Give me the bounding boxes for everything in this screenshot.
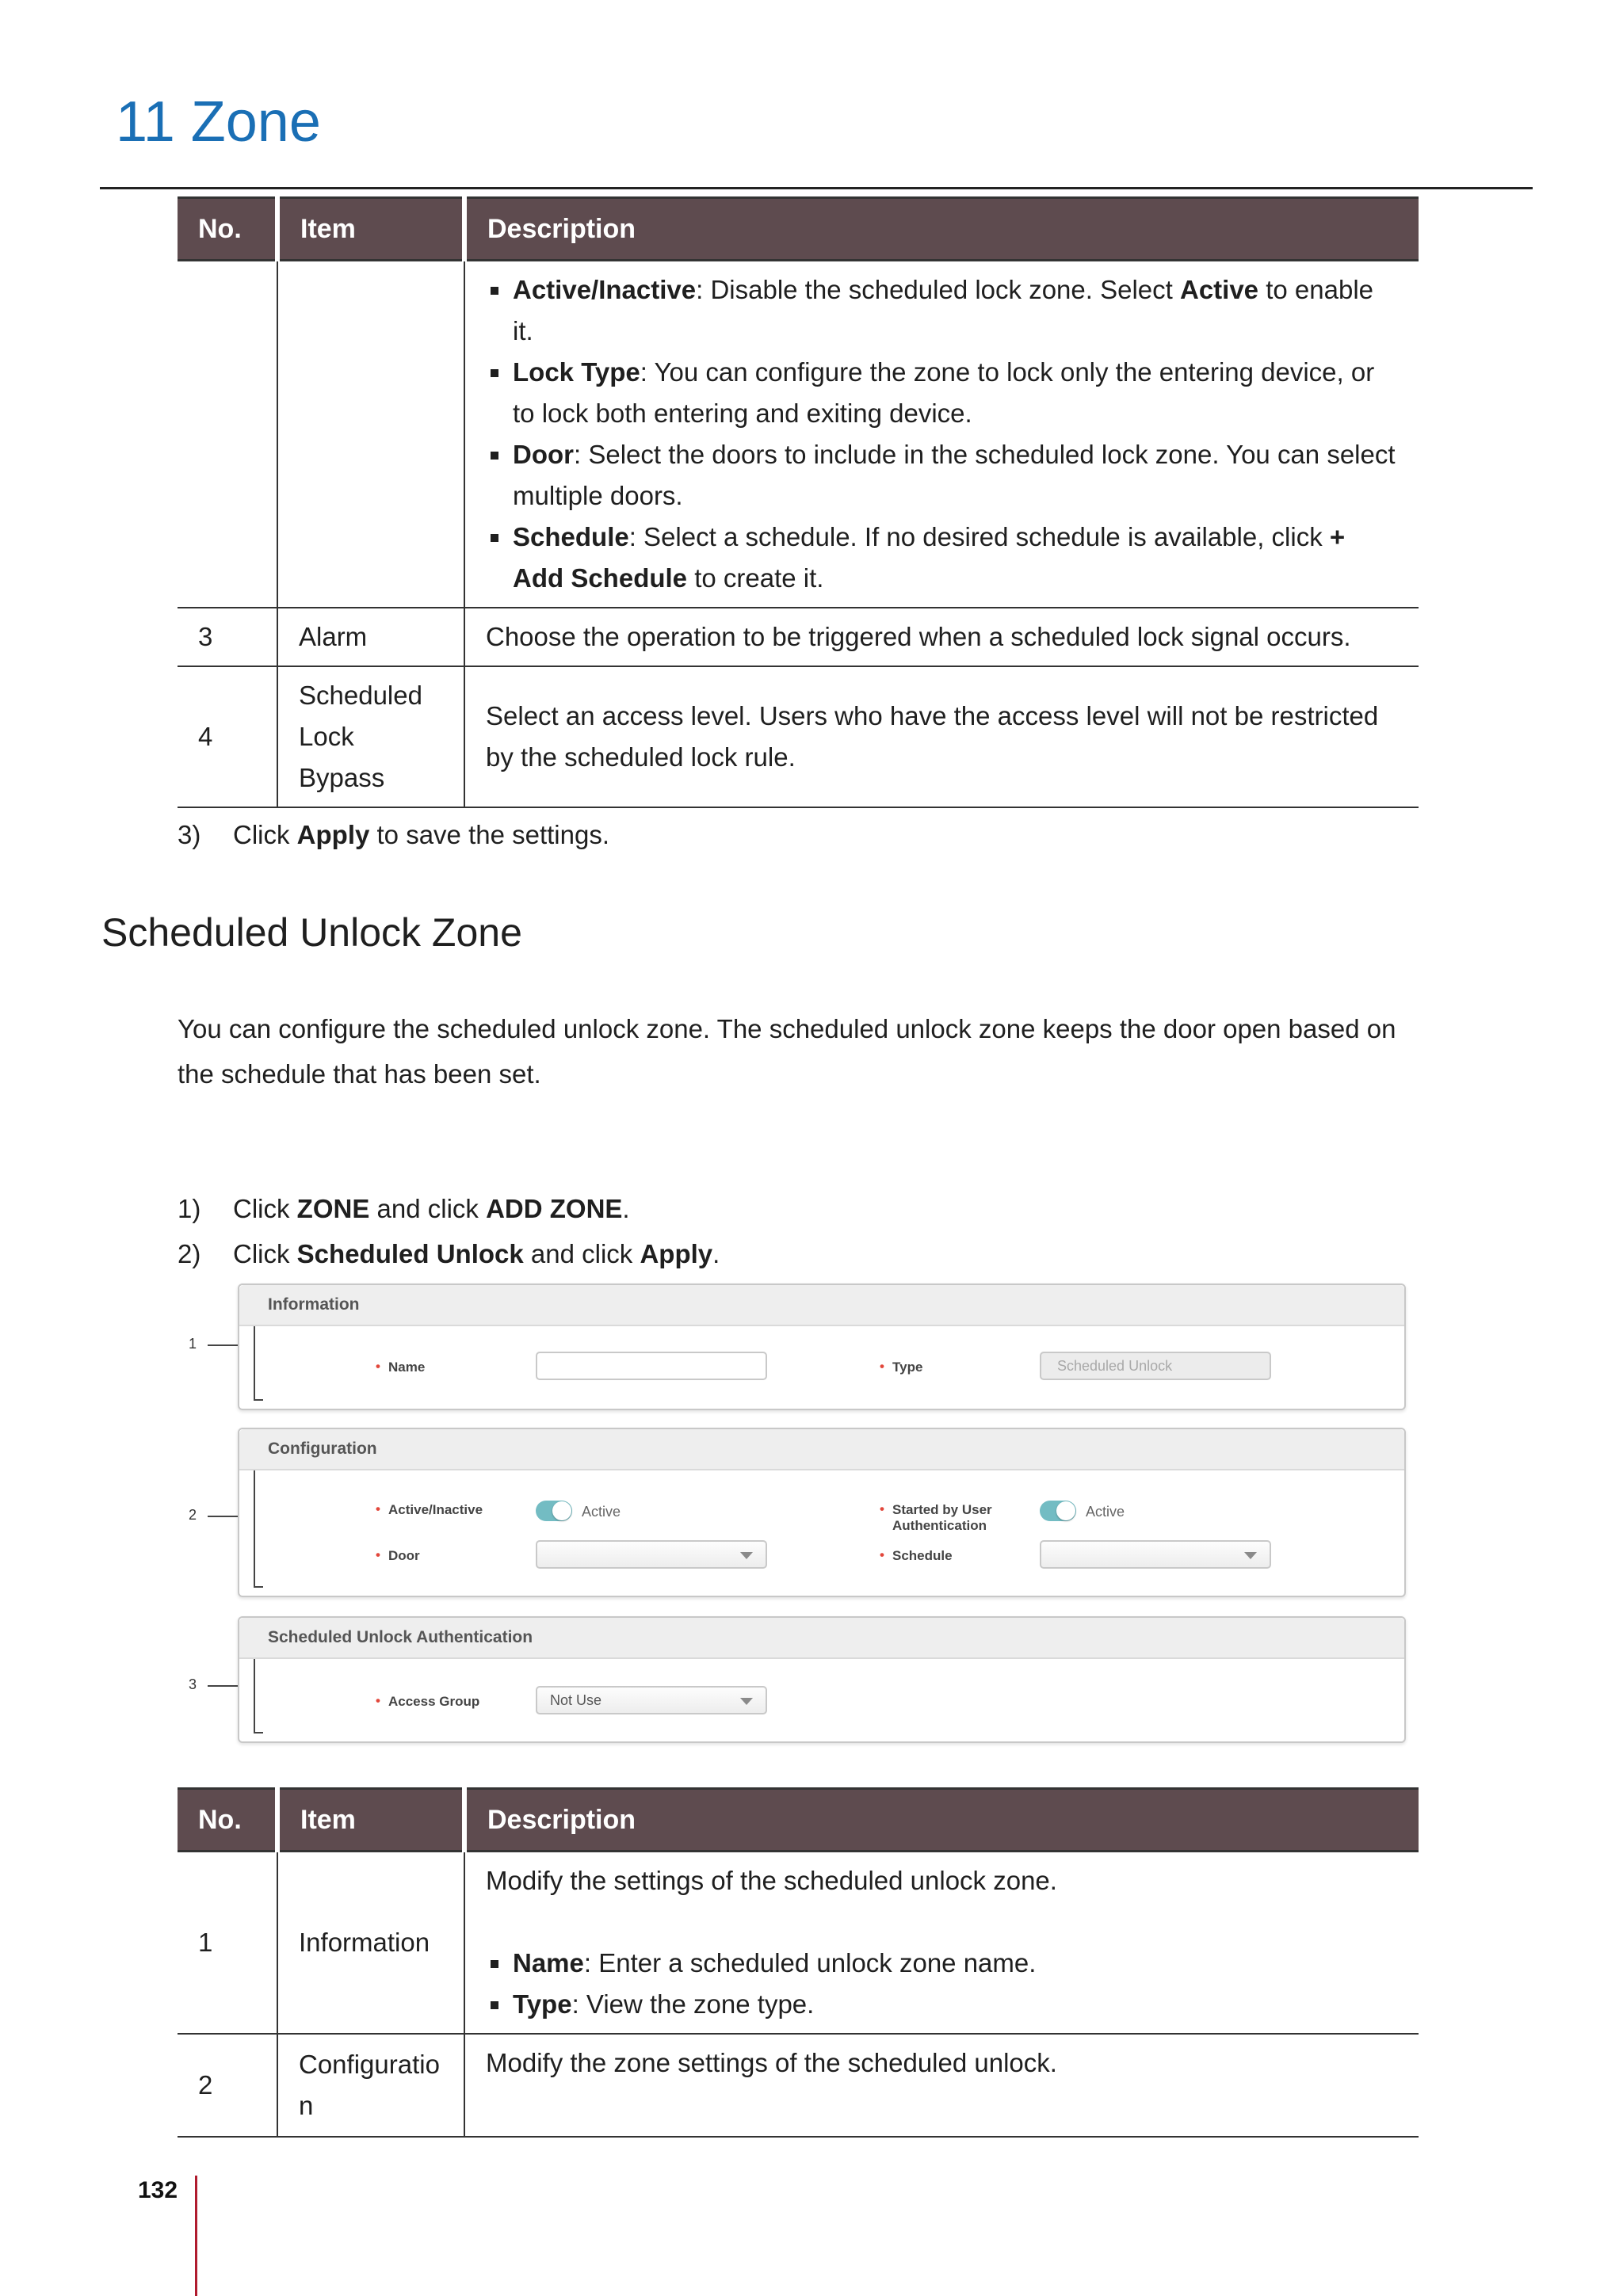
callout-3: 3 — [189, 1676, 197, 1692]
table-header-row — [178, 198, 1419, 261]
schedule-label: • Schedule — [892, 1548, 953, 1564]
table-row — [178, 666, 1419, 807]
list-item: Lock Type: You can configure the zone to lock only the entering device, or to lock both entering and exiting device. — [486, 352, 1398, 434]
table-row — [178, 1852, 1419, 2035]
cell-no: 3 — [178, 608, 277, 666]
cell-description — [464, 261, 1419, 608]
list-item: Door: Select the doors to include in the scheduled lock zone. You can select multiple doors. — [486, 434, 1398, 517]
step-2: 2) Click Scheduled Unlock and click Apply. — [178, 1239, 720, 1268]
description-table-2 — [178, 1787, 1419, 2138]
started-by-user-auth-label: • Started by User Authentication — [892, 1502, 1003, 1534]
header-item: Item — [277, 198, 464, 261]
callout-2: 2 — [189, 1507, 197, 1523]
table-row — [178, 608, 1419, 666]
cell-item — [277, 261, 464, 608]
cell-item: Scheduled Lock Bypass — [277, 666, 464, 807]
step-1: 1) Click ZONE and click ADD ZONE. — [178, 1194, 630, 1223]
section-intro: You can configure the scheduled unlock zone. The scheduled unlock zone keeps the door open based on the schedule that has been set. — [178, 1014, 1396, 1089]
scheduled-unlock-authentication-panel — [238, 1616, 1406, 1743]
panel-header: Configuration — [239, 1429, 1404, 1470]
header-description: Description — [464, 198, 1419, 261]
cell-item: Information — [277, 1852, 464, 2035]
information-panel — [238, 1283, 1406, 1410]
table-row — [178, 2034, 1419, 2137]
active-inactive-label: • Active/Inactive — [388, 1502, 483, 1518]
chevron-down-icon — [1244, 1552, 1257, 1559]
cell-description: Choose the operation to be triggered when a scheduled lock signal occurs. — [464, 608, 1419, 666]
list-item: Type: View the zone type. — [486, 1984, 1398, 2025]
list-item: Schedule: Select a schedule. If no desired schedule is available, click + Add Schedule to create it. — [486, 517, 1398, 599]
chevron-down-icon — [740, 1698, 753, 1705]
cell-description: Select an access level. Users who have the access level will not be restricted by the scheduled lock rule. — [464, 666, 1419, 807]
door-label: • Door — [388, 1548, 420, 1564]
cell-no: 4 — [178, 666, 277, 807]
active-toggle-text: Active — [582, 1504, 621, 1520]
header-description: Description — [464, 1789, 1419, 1852]
cell-no: 2 — [178, 2034, 277, 2137]
header-no: No. — [178, 1789, 277, 1852]
cell-no: 1 — [178, 1852, 277, 2035]
active-toggle[interactable] — [536, 1501, 572, 1521]
cell-description: Modify the zone settings of the scheduled unlock. — [464, 2034, 1419, 2137]
description-table-1 — [178, 196, 1419, 808]
header-no: No. — [178, 198, 277, 261]
chevron-down-icon — [740, 1552, 753, 1559]
step-apply: 3) Click Apply to save the settings. — [178, 820, 610, 849]
type-label: • Type — [892, 1360, 922, 1375]
panel-header: Information — [239, 1285, 1404, 1326]
configuration-panel — [238, 1428, 1406, 1597]
name-input[interactable] — [536, 1352, 767, 1380]
section-title: Scheduled Unlock Zone — [101, 910, 522, 955]
table-row — [178, 261, 1419, 608]
header-item: Item — [277, 1789, 464, 1852]
cell-item: Alarm — [277, 608, 464, 666]
table-header-row — [178, 1789, 1419, 1852]
page-number: 132 — [138, 2177, 178, 2203]
cell-no — [178, 261, 277, 608]
door-select[interactable] — [536, 1540, 767, 1569]
access-group-select[interactable]: Not Use — [536, 1686, 767, 1714]
access-group-label: • Access Group — [388, 1694, 479, 1710]
started-toggle[interactable] — [1040, 1501, 1076, 1521]
schedule-select[interactable] — [1040, 1540, 1271, 1569]
panel-header: Scheduled Unlock Authentication — [239, 1618, 1404, 1659]
title-rule — [100, 187, 1533, 189]
type-field: Scheduled Unlock — [1040, 1352, 1271, 1380]
cell-item: Configuratio n — [277, 2034, 464, 2137]
list-item: Name: Enter a scheduled unlock zone name. — [486, 1943, 1398, 1984]
chapter-title: 11 Zone — [116, 90, 321, 154]
started-toggle-text: Active — [1086, 1504, 1125, 1520]
callout-1: 1 — [189, 1336, 197, 1352]
cell-description: Modify the settings of the scheduled unlock zone. Name: Enter a scheduled unlock zone name. Type: View the zone type. — [464, 1852, 1419, 2035]
list-item: Active/Inactive: Disable the scheduled lock zone. Select Active to enable it. — [486, 269, 1398, 352]
name-label: • Name — [388, 1360, 425, 1375]
page-accent-bar — [195, 2176, 197, 2296]
